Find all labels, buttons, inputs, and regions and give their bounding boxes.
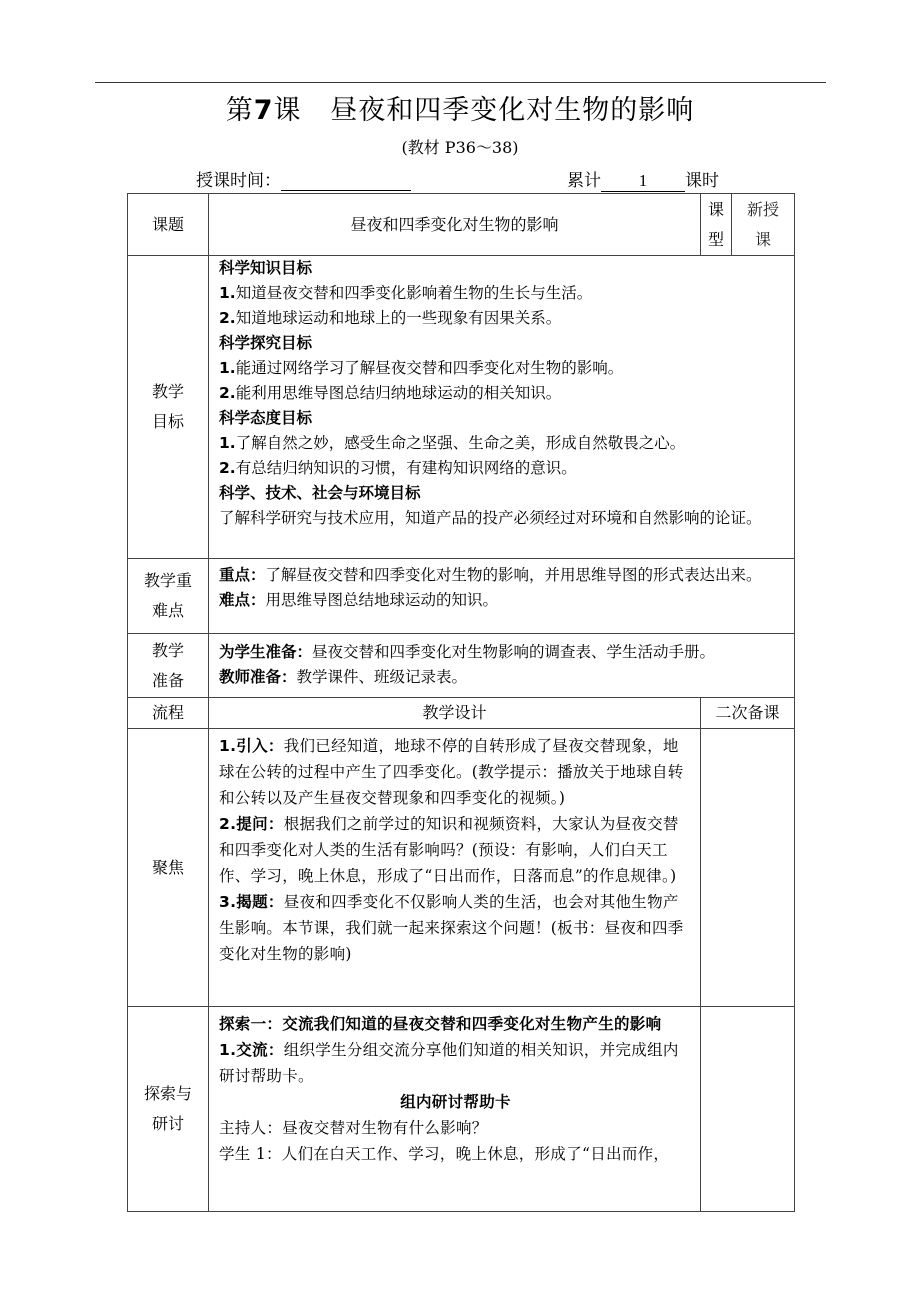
goals-paragraph [219,381,786,406]
time-label: 授课时间： [196,171,281,191]
paragraph-label: 2. [219,384,236,402]
card-student1: 学生 1：人们在白天工作、学习，晚上休息，形成了“日出而作， [219,1145,670,1163]
prep-paragraph [219,640,786,665]
paragraph-text: 能利用思维导图总结归纳地球运动的相关知识。 [235,384,562,402]
goals-paragraph [219,481,786,506]
flow-header-row [128,698,795,729]
paragraph-label: 1.引入： [219,737,284,755]
paragraph-text: 昼夜交替和四季变化对生物影响的调查表、学生活动手册。 [312,643,716,661]
header-rule [95,82,826,83]
paragraph-text: 能通过网络学习了解昼夜交替和四季变化对生物的影响。 [235,359,624,377]
goals-paragraph [219,256,786,281]
paragraph-label: 2. [219,459,236,477]
paragraph-text: 知道昼夜交替和四季变化影响着生物的生长与生活。 [235,284,593,302]
paragraph-text: 昼夜和四季变化不仅影响人类的生活，也会对其他生物产生影响。本节课，我们就一起来探索这个问题！(板书：昼夜和四季变化对生物的影响) [219,893,684,963]
goals-paragraph [219,456,786,481]
paragraph-text: 根据我们之前学过的知识和视频资料，大家认为昼夜交替和四季变化对人类的生活有影响吗？(预设：有影响，人们白天工作、学习，晚上休息，形成了“日出而作，日落而息”的作息规律。) [219,815,679,885]
paragraph-label: 1. [219,434,236,452]
title-prefix: 第 [225,95,254,126]
card-host: 主持人：昼夜交替对生物有什么影响？ [219,1119,488,1137]
paragraph-text: 了解昼夜交替和四季变化对生物的影响，并用思维导图的形式表达出来。 [265,566,762,584]
focus-paragraph [219,889,692,967]
goals-label: 教学目标 [128,256,209,559]
goals-paragraph [219,281,786,306]
focus-content [209,729,701,1007]
explore-item-text: 组织学生分组交流分享他们知道的相关知识，并完成组内研讨帮助卡。 [219,1041,679,1085]
design-label: 教学设计 [209,698,701,729]
second-prep-label: 二次备课 [701,698,795,729]
paragraph-text: 知道地球运动和地球上的一些现象有因果关系。 [235,309,562,327]
count-label: 累计 [567,171,601,191]
paragraph-label: 重点： [219,566,266,584]
class-time [196,166,411,191]
title-mid: 课 [273,95,302,126]
paragraph-text: 我们已经知道，地球不停的自转形成了昼夜交替现象，地球在公转的过程中产生了四季变化。(教学提示：播放关于地球自转和公转以及产生昼夜交替现象和四季变化的视频。) [219,737,684,807]
second-prep-cell [701,729,795,1007]
keypoints-row [128,559,795,634]
paragraph-label: 2.提问： [219,815,284,833]
textbook-pages: (教材 P36～38) [401,138,519,157]
paragraph-label: 为学生准备： [219,643,313,661]
focus-label: 聚焦 [128,729,209,1007]
paragraph-label: 科学态度目标 [219,409,313,427]
type-value: 新授课 [732,194,795,256]
focus-row [128,729,795,1007]
lesson-plan-table [127,193,795,1212]
paragraph-label: 科学知识目标 [219,259,313,277]
focus-paragraph [219,733,692,811]
explore-item-label: 1.交流： [219,1041,284,1059]
flow-label: 流程 [128,698,209,729]
count-value: 1 [601,171,685,192]
prep-row [128,634,795,698]
explore-content [209,1007,701,1212]
goals-paragraph [219,306,786,331]
explore-heading: 探索一：交流我们知道的昼夜交替和四季变化对生物产生的影响 [219,1015,662,1033]
explore-item [219,1037,692,1089]
paragraph-label: 2. [219,309,236,327]
keypoints-paragraph [219,588,786,613]
prep-paragraph [219,665,786,690]
goals-row [128,256,795,559]
paragraph-text: 用思维导图总结地球运动的知识。 [265,591,499,609]
paragraph-text: 了解科学研究与技术应用，知道产品的投产必须经过对环境和自然影响的论证。 [219,509,762,527]
paragraph-label: 难点： [219,591,266,609]
goals-paragraph [219,406,786,431]
explore-row [128,1007,795,1212]
keypoints-content [209,559,795,634]
goals-paragraph [219,356,786,381]
keypoints-paragraph [219,563,786,588]
goals-content [209,256,795,559]
focus-paragraph [219,811,692,889]
paragraph-label: 科学探究目标 [219,334,313,352]
prep-content [209,634,795,698]
time-blank [281,172,411,191]
paragraph-text: 了解自然之妙，感受生命之坚强、生命之美，形成自然敬畏之心。 [235,434,686,452]
paragraph-label: 3.揭题： [219,893,284,911]
goals-paragraph [219,506,786,531]
paragraph-label: 科学、技术、社会与环境目标 [219,484,421,502]
lesson-title [0,88,920,127]
paragraph-text: 教学课件、班级记录表。 [296,668,468,686]
explore-label: 探索与研讨 [128,1007,209,1212]
title-text: 昼夜和四季变化对生物的影响 [330,95,695,126]
prep-label: 教学准备 [128,634,209,698]
count-unit: 课时 [685,171,719,191]
goals-paragraph [219,431,786,456]
lesson-count [567,166,719,192]
card-title: 组内研讨帮助卡 [400,1093,511,1111]
paragraph-label: 1. [219,284,236,302]
type-label: 课型 [701,194,732,256]
second-prep-cell [701,1007,795,1212]
keypoints-label: 教学重难点 [128,559,209,634]
lesson-number: 7 [253,95,274,126]
topic-label: 课题 [128,194,209,256]
goals-paragraph [219,331,786,356]
topic-value: 昼夜和四季变化对生物的影响 [209,194,701,256]
paragraph-text: 有总结归纳知识的习惯，有建构知识网络的意识。 [235,459,577,477]
paragraph-label: 1. [219,359,236,377]
paragraph-label: 教师准备： [219,668,297,686]
topic-row [128,194,795,256]
